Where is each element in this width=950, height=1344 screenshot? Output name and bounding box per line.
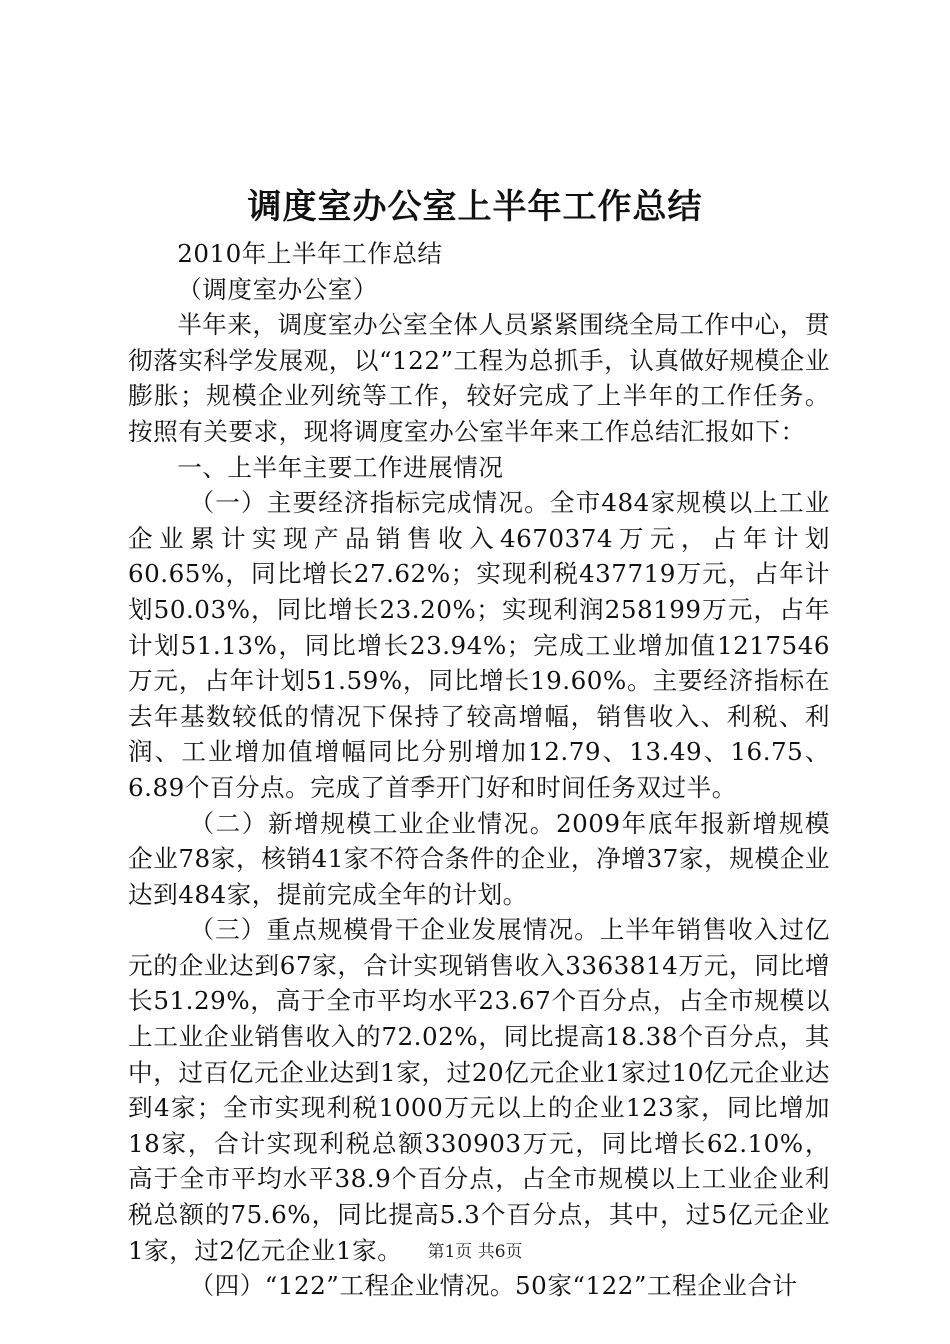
page-footer: 第1页 共6页 — [427, 1242, 523, 1262]
paragraph-item-4: （四）“122”工程企业情况。50家“122”工程企业合计 — [189, 1271, 798, 1301]
intro-paragraph: 半年来，调度室办公室全体人员紧紧围绕全局工作中心，贯彻落实科学发展观，以“122”工程为总抓手，认真做好规模企业膨胀；规模企业列统等工作，较好完成了上半年的工作任务。按照有关要求，现将调度室办公室半年来工作总结汇报如下： — [128, 310, 830, 446]
paragraph-item-1: （一）主要经济指标完成情况。全市484家规模以上工业企业累计实现产品销售收入4670374万元，占年计划60.65%，同比增长27.62%；实现利税437719万元，占年计划50.03%，同比增长23.20%；实现利润258199万元，占年计划51.13%，同比增长23.94%；完成工业增加值1217546万元，占年计划51.59%，同比增长19.60%。主要经济指标在去年基数较低的情况下保持了较高增幅，销售收入、利税、利润、工业增加值增幅同比分别增加12.79、13.49、16.75、6.89个百分点。完成了首季开门好和时间任务双过半。 — [128, 488, 830, 802]
subtitle-department: （调度室办公室） — [177, 274, 378, 304]
section-heading-1: 一、上半年主要工作进展情况 — [177, 452, 504, 482]
document-body — [128, 236, 830, 1304]
document-title: 调度室办公室上半年工作总结 — [247, 187, 703, 227]
paragraph-item-2: （二）新增规模工业企业情况。2009年底年报新增规模企业78家，核销41家不符合条件的企业，净增37家，规模企业达到484家，提前完成全年的计划。 — [128, 808, 830, 909]
paragraph-item-3: （三）重点规模骨干企业发展情况。上半年销售收入过亿元的企业达到67家，合计实现销售收入3363814万元，同比增长51.29%，高于全市平均水平23.67个百分点，占全市规模以上工业企业销售收入的72.02%，同比提高18.38个百分点，其中，过百亿元企业达到1家，过20亿元企业1家过10亿元企业达到4家；全市实现利税1000万元以上的企业123家，同比增加18家，合计实现利税总额330903万元，同比增长62.10%，高于全市平均水平38.9个百分点，占全市规模以上工业企业利税总额的75.6%，同比提高5.3个百分点，其中，过5亿元企业1家，过2亿元企业1家。 — [128, 915, 830, 1265]
subtitle-year: 2010年上半年工作总结 — [177, 239, 443, 268]
